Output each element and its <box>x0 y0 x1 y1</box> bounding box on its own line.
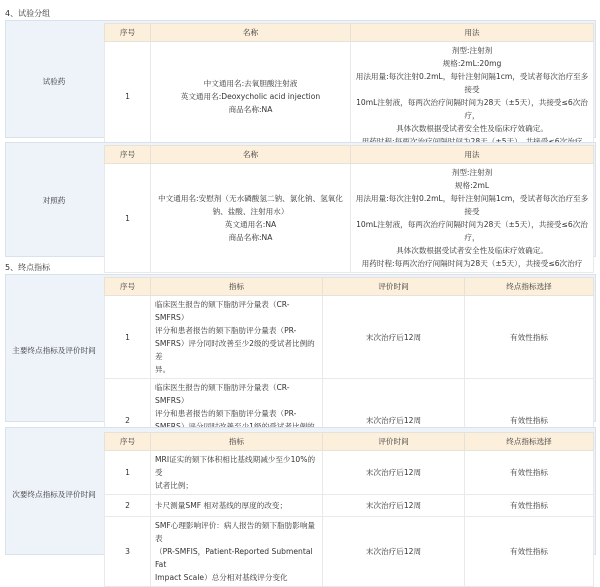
header-indicator: 指标 <box>151 433 323 451</box>
trade-name: 商品名称:NA <box>228 233 273 242</box>
trial-drug-group <box>5 20 596 138</box>
eval-time: 末次治疗后12周 <box>323 495 465 517</box>
row-no: 1 <box>105 296 151 379</box>
eval-time: 末次治疗后12周 <box>323 517 465 587</box>
header-usage: 用法 <box>351 24 594 42</box>
header-indicator: 指标 <box>151 278 323 296</box>
header-no: 序号 <box>105 433 151 451</box>
endpoint-choice: 有效性指标 <box>465 296 594 379</box>
indicator-line: MRI证实的颏下体积相比基线期减少至少10%的受 <box>155 455 316 477</box>
secondary-endpoint-table <box>104 432 594 587</box>
usage-line: 10mL注射液，每两次治疗间隔时间为28天（±5天），共接受≤6次治疗， <box>356 98 588 120</box>
indicator-line: Impact Scale）总分相对基线评分变化 <box>155 573 288 582</box>
table-row <box>105 451 594 495</box>
usage-line: 具体次数根据受试者安全性及临床疗效确定。 <box>396 124 548 133</box>
header-choice: 终点指标选择 <box>465 278 594 296</box>
trial-drug-label: 试验药 <box>42 77 66 86</box>
en-name: 英文通用名:NA <box>224 220 277 229</box>
header-time: 评价时间 <box>323 278 465 296</box>
header-no: 序号 <box>105 278 151 296</box>
indicator-line: SMFRS）评分同时改善至少2级的受试者比例的差 <box>155 339 315 361</box>
usage-cell <box>351 42 594 151</box>
cn-name: 中文通用名:安慰剂（无水磷酸氢二钠、氯化钠、氢氧化 <box>158 194 343 203</box>
usage-line: 剂型:注射剂 <box>451 168 493 177</box>
en-name: 英文通用名:Deoxycholic acid injection <box>180 91 321 101</box>
indicator-line: 评分和患者报告的颏下脂肪评分量表（PR- <box>155 409 297 418</box>
indicator-cell <box>151 517 323 587</box>
primary-endpoint-label: 主要终点指标及评价时间 <box>12 346 96 355</box>
usage-line: 具体次数根据受试者安全性及临床疗效确定。 <box>396 246 548 255</box>
indicator-line: 临床医生报告的颏下脂肪评分量表（CR-SMFRS） <box>155 300 290 322</box>
primary-endpoint-group <box>5 274 596 425</box>
secondary-endpoint-label: 次要终点指标及评价时间 <box>12 490 96 499</box>
indicator-line: 试者比例； <box>155 481 193 490</box>
header-choice: 终点指标选择 <box>465 433 594 451</box>
table-header-row <box>105 24 594 42</box>
table-header-row <box>105 146 594 164</box>
eval-time: 末次治疗后12周 <box>323 296 465 379</box>
usage-cell <box>351 164 594 273</box>
row-no: 2 <box>105 379 151 462</box>
indicator-cell <box>151 451 323 495</box>
header-no: 序号 <box>105 24 151 42</box>
section-5-title: 5、终点指标 <box>5 263 51 272</box>
endpoint-choice: 有效性指标 <box>465 495 594 517</box>
cn-name: 中文通用名:去氧胆酸注射液 <box>203 78 298 88</box>
control-drug-table <box>104 145 594 273</box>
control-drug-label: 对照药 <box>42 196 66 205</box>
indicator-cell <box>151 495 323 517</box>
table-row <box>105 296 594 379</box>
eval-time: 末次治疗后12周 <box>323 451 465 495</box>
usage-line: 用法用量:每次注射0.2mL，每针注射间隔1cm，受试者每次治疗至多接受 <box>355 72 589 94</box>
row-no: 1 <box>105 451 151 495</box>
row-no: 1 <box>105 42 151 151</box>
table-row <box>105 42 594 151</box>
header-usage: 用法 <box>351 146 594 164</box>
usage-line: 剂型:注射剂 <box>451 46 493 55</box>
usage-line: 用药时程:每两次治疗间隔时间为28天（±5天），共接受≤6次治疗 <box>361 259 583 268</box>
endpoint-choice: 有效性指标 <box>465 517 594 587</box>
secondary-endpoint-group <box>5 427 596 582</box>
table-header-row <box>105 278 594 296</box>
table-row <box>105 517 594 587</box>
usage-line: 规格:2mL <box>454 181 490 190</box>
usage-line: 用法用量:每次注射0.2mL，每针注射间隔1cm，受试者每次治疗至多接受 <box>355 194 589 216</box>
section-4-title: 4、试验分组 <box>5 9 51 18</box>
indicator-line: 卡尺测量SMF 相对基线的厚度的改变； <box>155 501 288 510</box>
indicator-cell <box>151 296 323 379</box>
cn-name-cont: 钠、盐酸、注射用水） <box>212 207 289 216</box>
table-header-row <box>105 433 594 451</box>
trade-name: 商品名称:NA <box>228 104 273 114</box>
trial-drug-table <box>104 23 594 151</box>
drug-name-cell <box>151 42 351 151</box>
eval-time: 末次治疗后12周 <box>323 379 465 462</box>
header-name: 名称 <box>151 146 351 164</box>
usage-line: 10mL注射液，每两次治疗间隔时间为28天（±5天），共接受≤6次治疗， <box>356 220 588 242</box>
drug-name-cell <box>151 164 351 273</box>
row-no: 1 <box>105 164 151 273</box>
usage-line: 规格:2mL:20mg <box>442 59 502 68</box>
table-row <box>105 495 594 517</box>
indicator-line: SMF心理影响评价：病人报告的颏下脂肪影响量表 <box>155 521 316 543</box>
indicator-line: 评分和患者报告的颏下脂肪评分量表（PR- <box>155 326 297 335</box>
endpoint-choice: 有效性指标 <box>465 379 594 462</box>
row-no: 3 <box>105 517 151 587</box>
indicator-line: （PR-SMFIS，Patient-Reported Submental Fat <box>155 547 313 569</box>
indicator-line: 异。 <box>155 365 171 374</box>
table-row <box>105 164 594 273</box>
header-no: 序号 <box>105 146 151 164</box>
header-time: 评价时间 <box>323 433 465 451</box>
indicator-line: 临床医生报告的颏下脂肪评分量表（CR-SMFRS） <box>155 383 290 405</box>
header-name: 名称 <box>151 24 351 42</box>
row-no: 2 <box>105 495 151 517</box>
endpoint-choice: 有效性指标 <box>465 451 594 495</box>
